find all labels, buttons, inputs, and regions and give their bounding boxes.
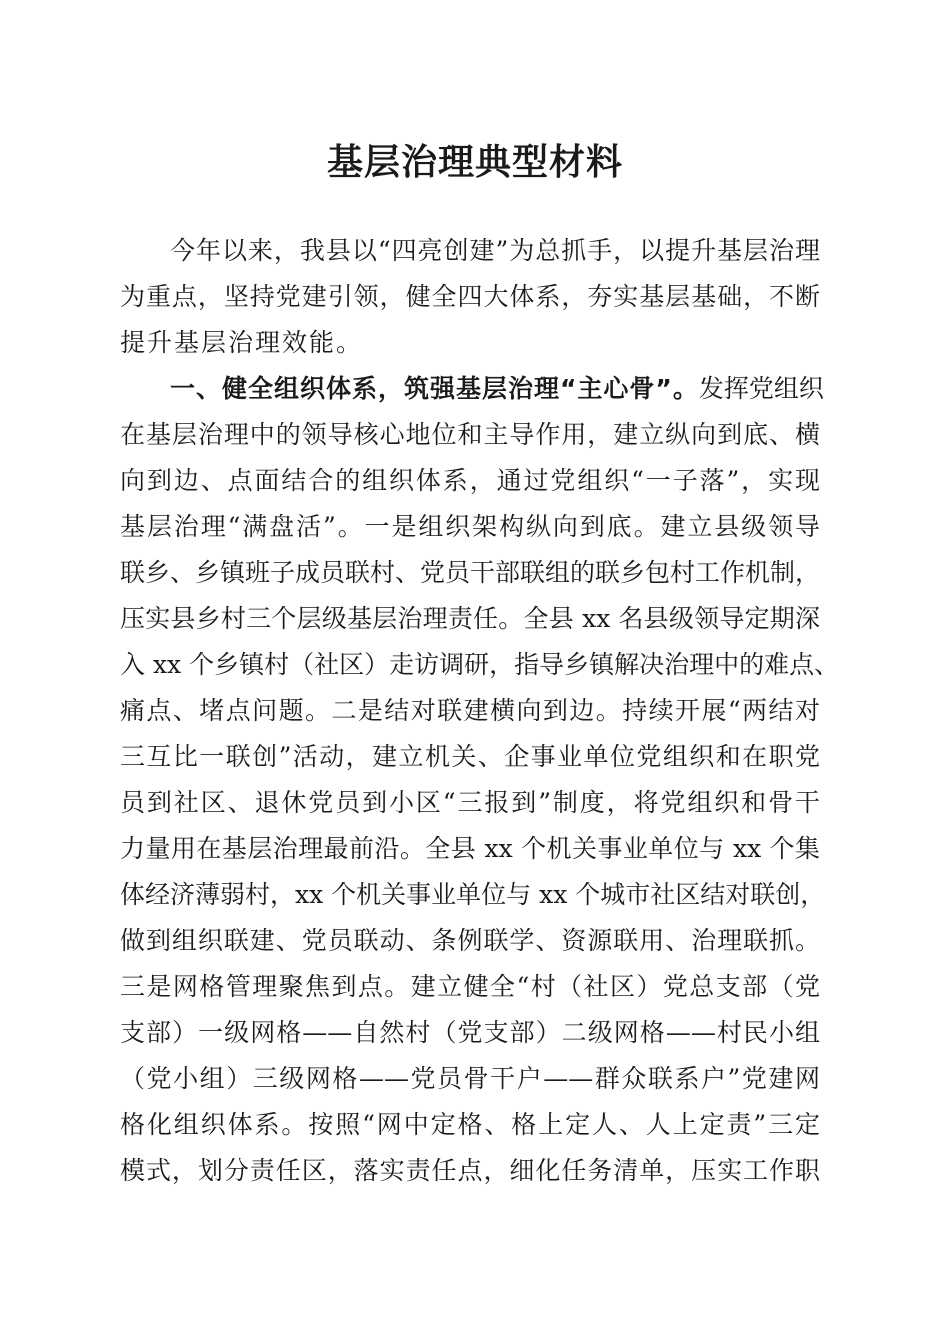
body-line: 入 xx 个乡镇村（社区）走访调研，指导乡镇解决治理中的难点、 [120,650,840,679]
intro-line: 今年以来，我县以“四亮创建”为总抓手，以提升基层治理 [170,236,820,265]
body-line: 做到组织联建、党员联动、条例联学、资源联用、治理联抓。 [120,926,820,955]
body-line: 在基层治理中的领导核心地位和主导作用，建立纵向到底、横 [120,420,820,449]
document-title: 基层治理典型材料 [326,141,623,183]
intro-line: 提升基层治理效能。 [120,328,364,357]
body-line: 向到边、点面结合的组织体系，通过党组织“一子落”，实现 [120,466,820,495]
body-line: 格化组织体系。按照“网中定格、格上定人、人上定责”三定 [120,1110,820,1139]
section-heading: 一、健全组织体系，筑强基层治理“主心骨”。 [170,374,699,403]
body-line: 支部）一级网格——自然村（党支部）二级网格——村民小组 [120,1018,820,1047]
body-line: （党小组）三级网格——党员骨干户——群众联系户”党建网 [120,1064,820,1093]
body-line: 痛点、堵点问题。二是结对联建横向到边。持续开展“两结对 [120,696,820,725]
body-line: 基层治理“满盘活”。一是组织架构纵向到底。建立县级领导 [120,512,820,541]
body-line: 体经济薄弱村，xx 个机关事业单位与 xx 个城市社区结对联创， [120,880,826,909]
body-line: 模式，划分责任区，落实责任点，细化任务清单，压实工作职 [120,1156,820,1185]
body-line: 员到社区、退休党员到小区“三报到”制度，将党组织和骨干 [120,788,820,817]
body-line: 压实县乡村三个层级基层治理责任。全县 xx 名县级领导定期深 [120,604,820,633]
section-heading-line [170,366,824,412]
body-line: 三是网格管理聚焦到点。建立健全“村（社区）党总支部（党 [120,972,820,1001]
body-line: 三互比一联创”活动，建立机关、企事业单位党组织和在职党 [120,742,820,771]
section-heading-rest: 发挥党组织 [698,374,824,403]
body-line: 联乡、乡镇班子成员联村、党员干部联组的联乡包村工作机制， [120,558,821,587]
intro-line: 为重点，坚持党建引领，健全四大体系，夯实基层基础，不断 [120,282,820,311]
body-line: 力量用在基层治理最前沿。全县 xx 个机关事业单位与 xx 个集 [120,834,820,863]
